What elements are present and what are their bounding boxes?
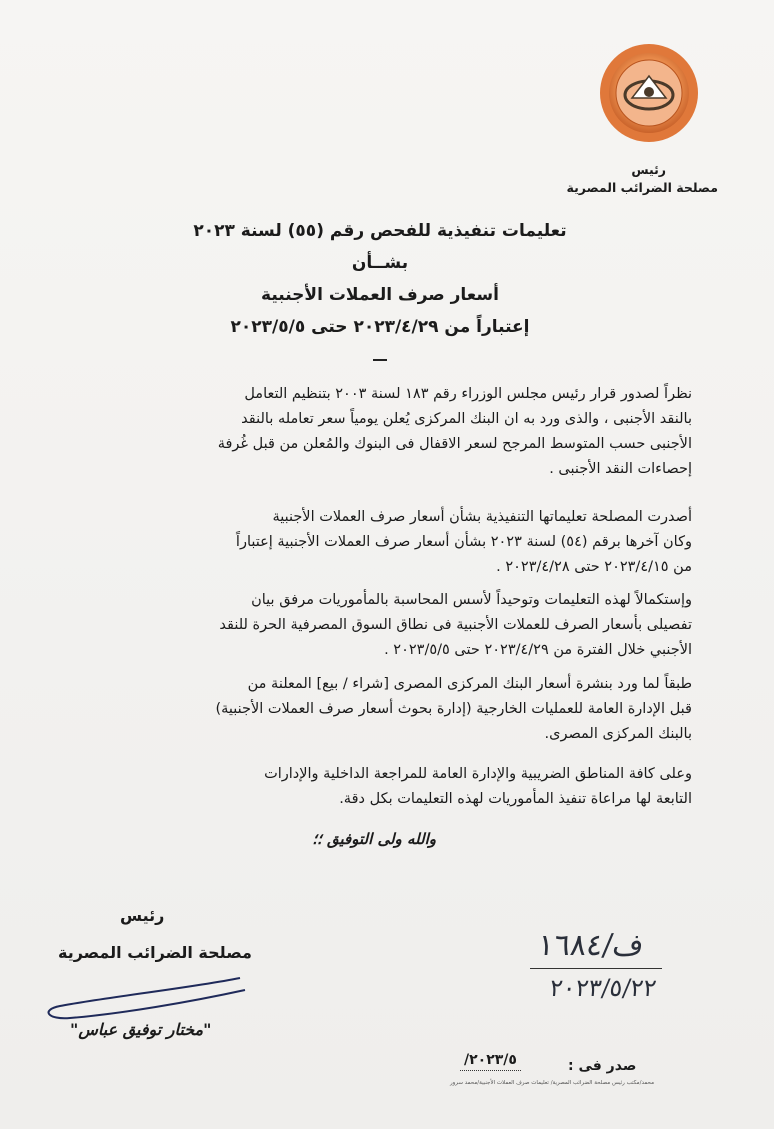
paragraph-line: طبقاً لما ورد بنشرة أسعار البنك المركزى المصرى [شراء / بيع] المعلنة من — [247, 676, 692, 692]
footer-file-path: محمد/مكتب رئيس مصلحة الضرائب المصرية/ تعليمات صرف العملات الأجنبية/محمد سرور — [450, 1080, 655, 1086]
paragraph-line: تفصيلى بأسعار الصرف للعملات الأجنبية فى نطاق السوق المصرفية الحرة للنقد — [219, 617, 692, 633]
paragraph-1 — [84, 382, 692, 482]
paragraph-line: قبل الإدارة العامة للعمليات الخارجية (إدارة بحوث أسعار صرف العملات الأجنبية) — [215, 701, 692, 717]
paragraph-line: من ٢٠٢٣/٤/١٥ حتى ٢٠٢٣/٤/٢٨ . — [496, 559, 692, 575]
reference-number: ف/١٦٨٤ — [536, 928, 646, 963]
tax-authority-logo — [598, 42, 700, 144]
paragraph-line: بالنقد الأجنبى ، والذى ورد به ان البنك المركزى يُعلن يومياً سعر تعامله بالنقد — [241, 411, 692, 427]
paragraph-line: الأجنبي خلال الفترة من ٢٠٢٣/٤/٢٩ حتى ٢٠٢٣/٥/٥ . — [384, 642, 692, 658]
paragraph-line: وإستكمالاً لهذه التعليمات وتوحيداً لأسس المحاسبة بالمأموريات مرفق بيان — [251, 592, 692, 608]
closing-phrase: والله ولى التوفيق ؛؛ — [312, 830, 436, 848]
subject-heading: أسعار صرف العملات الأجنبية — [261, 285, 499, 305]
paragraph-3 — [84, 588, 692, 663]
document-heading — [170, 218, 590, 361]
issued-date: ٢٠٢٣/٥/ — [460, 1052, 521, 1071]
paragraph-line: الأجنبى حسب المتوسط المرجح لسعر الاقفال فى البنوك والمُعلن من قبل غُرفة — [217, 436, 692, 452]
paragraph-2 — [84, 505, 692, 580]
paragraph-line: التابعة لها مراعاة تنفيذ المأموريات لهذه التعليمات بكل دقة. — [339, 791, 692, 807]
issued-label: صدر فى : — [568, 1058, 637, 1074]
reference-divider — [530, 968, 662, 969]
paragraph-4 — [84, 672, 692, 747]
header-title: رئيس — [631, 162, 666, 177]
signatory-name: "مختار توفيق عباس" — [70, 1020, 212, 1039]
paragraph-line: وكان آخرها برقم (٥٤) لسنة ٢٠٢٣ بشأن أسعار صرف العملات الأجنبية إعتباراً — [235, 534, 692, 550]
paragraph-line: وعلى كافة المناطق الضريبية والإدارة العامة للمراجعة الداخلية والإدارات — [264, 766, 692, 782]
paragraph-line: بالبنك المركزى المصرى. — [544, 726, 692, 742]
paragraph-5 — [84, 762, 692, 812]
effective-period-heading: إعتباراً من ٢٠٢٣/٤/٢٩ حتى ٢٠٢٣/٥/٥ — [230, 317, 530, 337]
paragraph-line: إحصاءات النقد الأجنبى . — [549, 461, 692, 477]
heading-divider — [373, 359, 387, 361]
paragraph-line: أصدرت المصلحة تعليماتها التنفيذية بشأن أسعار صرف العملات الأجنبية — [272, 509, 692, 525]
signatory-org: مصلحة الضرائب المصرية — [58, 943, 252, 962]
paragraph-line: نظراً لصدور قرار رئيس مجلس الوزراء رقم ١٨٣ لسنة ٢٠٠٣ بتنظيم التعامل — [244, 386, 692, 402]
header-org-name: مصلحة الضرائب المصرية — [566, 180, 718, 195]
signatory-title: رئيس — [120, 906, 165, 925]
regarding-heading: بشــأن — [351, 253, 409, 273]
reference-date: ٢٠٢٣/٥/٢٢ — [548, 974, 658, 1002]
instruction-number-heading: تعليمات تنفيذية للفحص رقم (٥٥) لسنة ٢٠٢٣ — [193, 221, 567, 241]
handwritten-signature — [40, 968, 250, 1028]
